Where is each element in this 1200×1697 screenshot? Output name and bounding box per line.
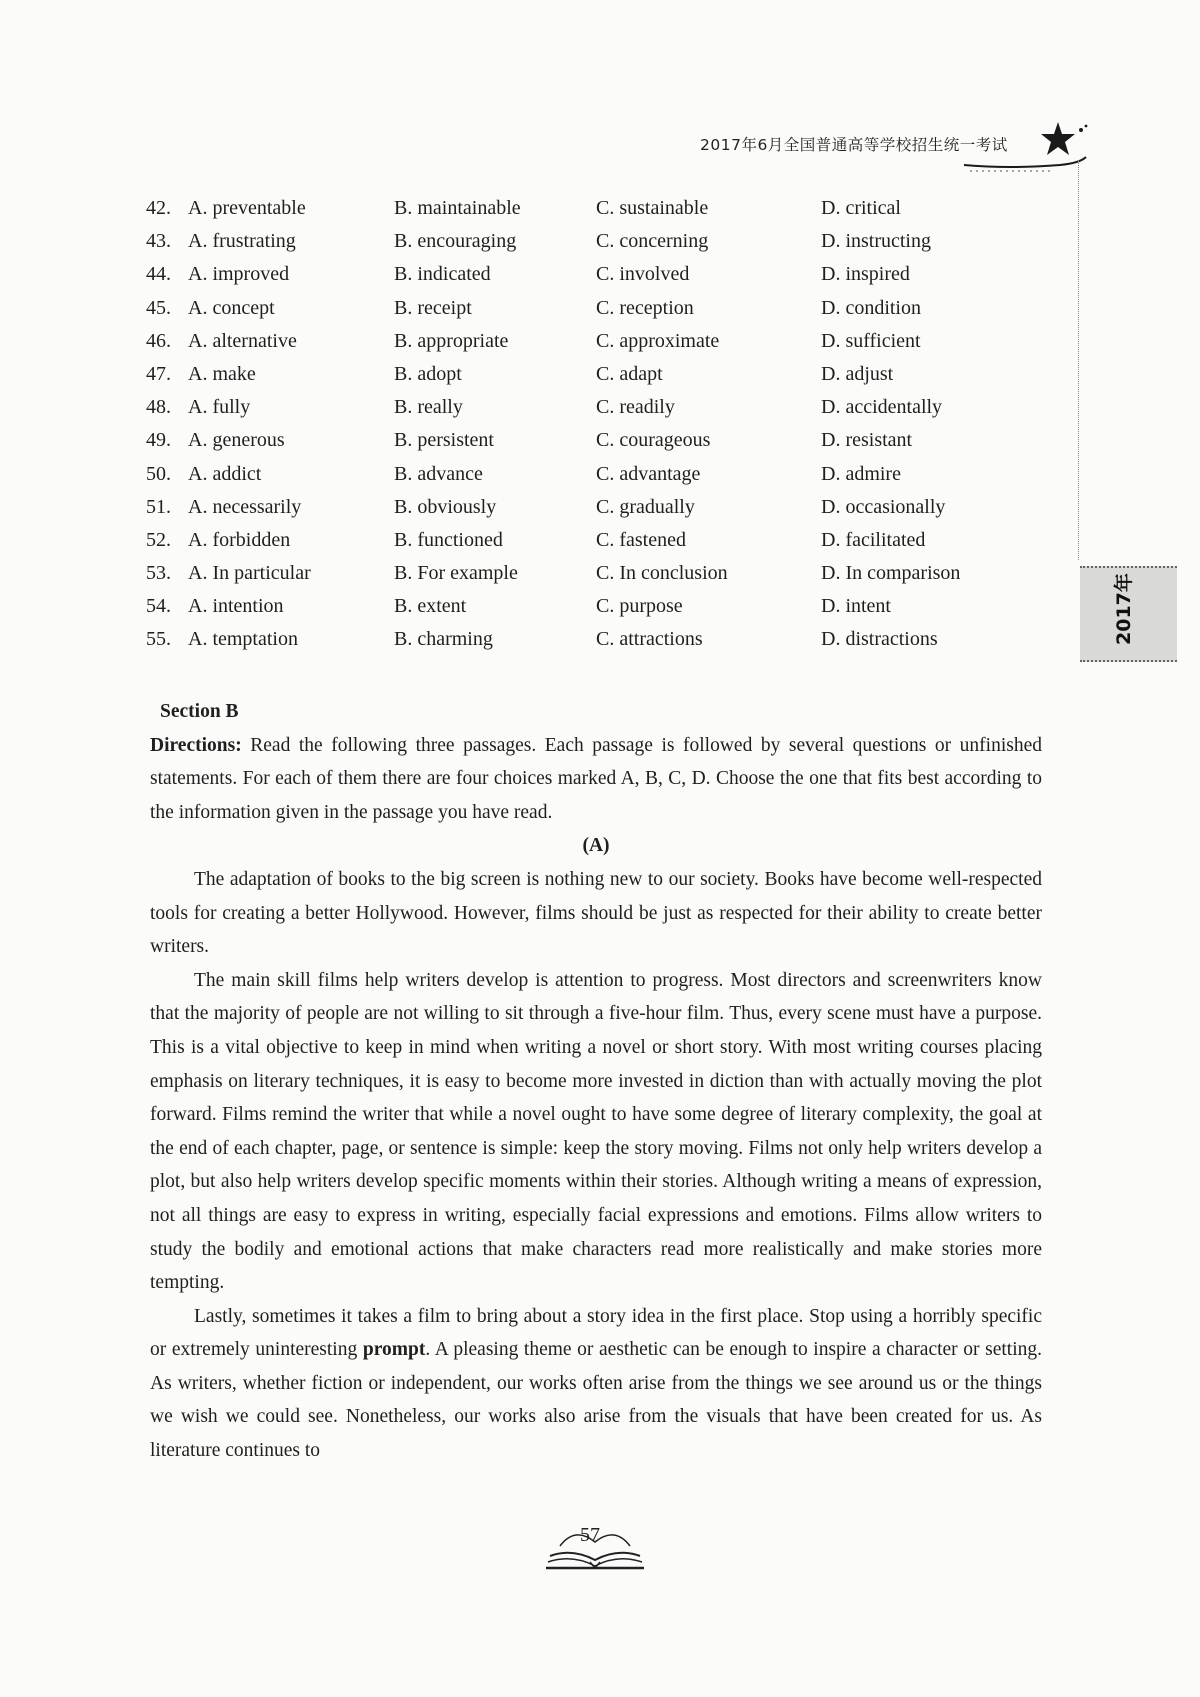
question-number: 49. <box>146 429 171 452</box>
option-c: C. approximate <box>596 329 720 352</box>
option-c: C. fastened <box>596 528 686 551</box>
option-b: B. indicated <box>394 263 491 286</box>
option-b: B. advance <box>394 462 483 485</box>
question-number: 45. <box>146 296 171 319</box>
page-header-title: 2017年6月全国普通高等学校招生统一考试 <box>700 136 1008 154</box>
option-d: D. adjust <box>821 362 894 385</box>
year-side-tab-label: 2017年 <box>1113 573 1135 645</box>
option-a: A. In particular <box>188 562 311 585</box>
option-b: B. adopt <box>394 362 462 385</box>
option-b: B. functioned <box>394 528 503 551</box>
option-c: C. gradually <box>596 495 695 518</box>
question-number: 51. <box>146 495 171 518</box>
paragraph-3-start: Lastly, sometimes it takes a film to bring about a story idea in the first place. Stop using a horribly specific or extremely uninteresting <box>150 1305 1042 1361</box>
option-c: C. attractions <box>596 628 703 651</box>
option-a: A. temptation <box>188 628 298 651</box>
year-side-tab <box>1080 566 1177 662</box>
option-a: A. preventable <box>188 197 306 219</box>
question-number: 48. <box>146 396 171 419</box>
option-d: D. facilitated <box>821 528 926 551</box>
option-c: C. sustainable <box>596 197 709 219</box>
section-b-content <box>150 695 1042 1468</box>
option-b: B. receipt <box>394 296 472 319</box>
option-a: A. alternative <box>188 329 297 352</box>
option-a: A. generous <box>188 429 285 452</box>
swoosh-decoration <box>960 155 1090 177</box>
option-c: C. courageous <box>596 429 711 452</box>
option-b: B. charming <box>394 628 493 651</box>
option-a: A. frustrating <box>188 230 296 253</box>
option-d: D. accidentally <box>821 396 943 419</box>
option-a: A. fully <box>188 396 251 419</box>
passage-paragraph-2: The main skill films help writers develop is attention to progress. Most directors and screenwriters know that the majority of people are not willing to sit through a five-hour film. Thus, every scene must have a purpose. This is a vital objective to keep in mind when writing a novel or short story. With most writing courses placing emphasis on literary techniques, it is easy to become more invested in diction than with actually moving the plot forward. Films remind the writer that while a novel ought to have some degree of literary complexity, the goal at the end of each chapter, page, or sentence is simple: keep the story moving. Films not only help writers develop a plot, but also help writers develop specific moments within their stories. Although writing a means of expression, not all things are easy to express in writing, especially facial expressions and emotions. Films allow writers to study the bodily and emotional actions that make characters read more realistically and make stories more tempting. <box>150 969 1042 1294</box>
section-title: Section B <box>160 701 239 722</box>
option-b: B. appropriate <box>394 329 509 352</box>
option-d: D. resistant <box>821 429 913 452</box>
question-number: 52. <box>146 528 171 551</box>
directions-body: Read the following three passages. Each passage is followed by several questions or unfinished statements. For each of them there are four choices marked A, B, C, D. Choose the one that fits best according to the information given in the passage you have read. <box>150 734 1042 823</box>
option-b: B. For example <box>394 562 518 585</box>
option-b: B. obviously <box>394 495 497 518</box>
option-d: D. sufficient <box>821 329 921 352</box>
directions-label: Directions: <box>150 734 242 756</box>
option-b: B. persistent <box>394 429 494 452</box>
passage-paragraph-3 <box>150 1300 1042 1468</box>
option-c: C. In conclusion <box>596 562 728 585</box>
directions-text <box>150 729 1042 830</box>
option-a: A. make <box>188 362 256 385</box>
question-number: 54. <box>146 595 171 618</box>
option-c: C. involved <box>596 263 690 286</box>
option-a: A. improved <box>188 263 290 286</box>
option-a: A. necessarily <box>188 495 302 518</box>
option-c: C. adapt <box>596 362 663 385</box>
option-d: D. In comparison <box>821 562 961 585</box>
question-number: 44. <box>146 263 171 286</box>
option-c: C. advantage <box>596 462 701 485</box>
side-dotted-rule <box>1078 160 1079 560</box>
option-a: A. intention <box>188 595 284 618</box>
option-a: A. forbidden <box>188 528 291 551</box>
question-number: 43. <box>146 230 171 253</box>
question-number: 42. <box>146 197 171 219</box>
question-number: 55. <box>146 628 171 651</box>
option-a: A. concept <box>188 296 275 319</box>
option-d: D. instructing <box>821 230 931 253</box>
option-c: C. purpose <box>596 595 683 618</box>
question-number: 47. <box>146 362 171 385</box>
option-d: D. intent <box>821 595 891 618</box>
question-number: 46. <box>146 329 171 352</box>
option-c: C. readily <box>596 396 675 419</box>
paragraph-3-end: . A pleasing theme or aesthetic can be enough to inspire a character or setting. As writers, whether fiction or independent, our works often arise from the things we see around us or the things we wish we could see. Nonetheless, our works also arise from the visuals that have been created for us. As literature continues to <box>150 1339 1042 1462</box>
passage-label: (A) <box>582 835 610 857</box>
question-number: 53. <box>146 562 171 585</box>
option-d: D. occasionally <box>821 495 946 518</box>
option-d: D. critical <box>821 197 901 219</box>
option-b: B. encouraging <box>394 230 517 253</box>
page-number: 57 <box>580 1524 600 1546</box>
option-b: B. really <box>394 396 463 419</box>
option-d: D. inspired <box>821 263 910 286</box>
option-b: B. extent <box>394 595 467 618</box>
option-c: C. concerning <box>596 230 709 253</box>
bold-keyword: prompt <box>362 1339 426 1361</box>
star-icon <box>1040 120 1092 160</box>
question-number: 50. <box>146 462 171 485</box>
option-d: D. admire <box>821 462 901 485</box>
option-b: B. maintainable <box>394 197 521 219</box>
option-d: D. condition <box>821 296 921 319</box>
option-d: D. distractions <box>821 628 938 651</box>
passage-paragraph-1: The adaptation of books to the big screen is nothing new to our society. Books have become well-respected tools for creating a better Hollywood. However, films should be just as respected for their ability to create better writers. <box>150 868 1042 958</box>
option-a: A. addict <box>188 462 262 485</box>
page-number-ornament <box>540 1518 650 1578</box>
option-c: C. reception <box>596 296 694 319</box>
